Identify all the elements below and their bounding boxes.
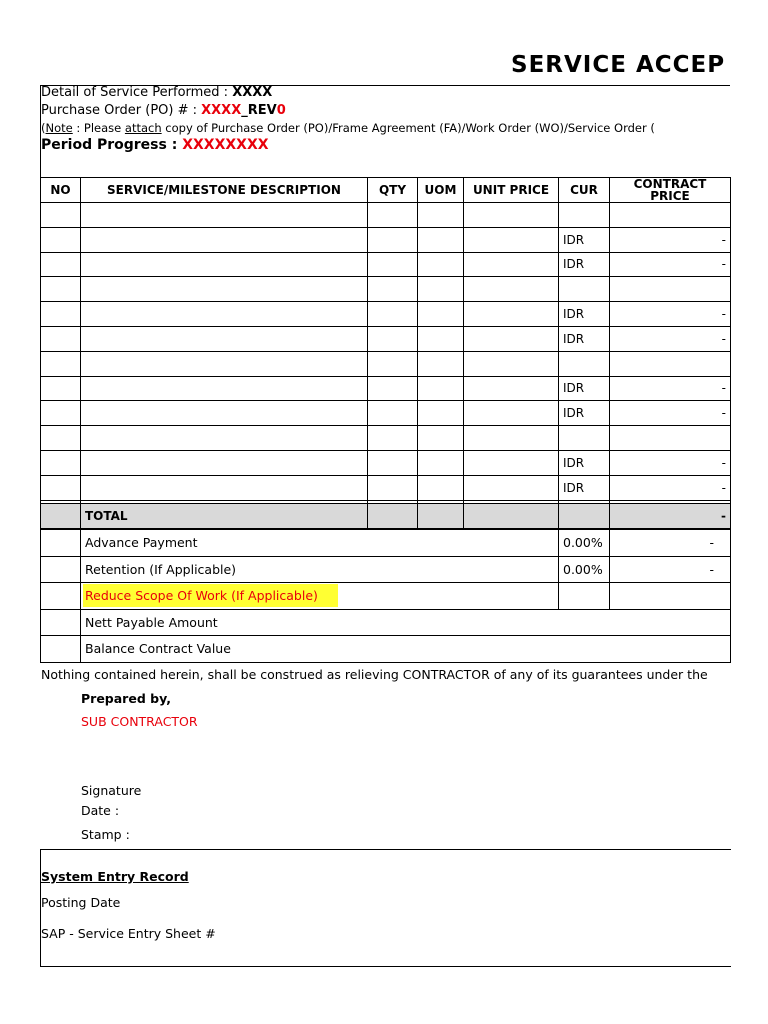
row-cell <box>418 401 464 426</box>
posting-date-label: Posting Date <box>41 895 121 910</box>
table-row <box>41 376 731 401</box>
row-contract-price: - <box>610 326 731 351</box>
row-cell <box>41 475 81 500</box>
table-row <box>41 426 731 451</box>
table-row <box>41 401 731 426</box>
row-cur: IDR <box>559 376 610 401</box>
row-cell <box>41 426 81 451</box>
note-mid: : Please <box>72 121 125 135</box>
row-cell <box>464 302 559 327</box>
row-cell <box>41 351 81 376</box>
row-cell <box>81 376 368 401</box>
period-label: Period Progress : <box>41 137 183 153</box>
row-cur: IDR <box>559 475 610 500</box>
row-cell <box>368 351 418 376</box>
row-cell <box>368 203 418 228</box>
reduce-scope-label: Reduce Scope Of Work (If Applicable) <box>83 584 338 607</box>
row-cell <box>418 227 464 252</box>
retention-pct: 0.00% <box>559 556 610 583</box>
disclaimer-text: Nothing contained herein, shall be construed as relieving CONTRACTOR of any of its guarantees under the <box>41 667 708 682</box>
col-description: SERVICE/MILESTONE DESCRIPTION <box>81 178 368 203</box>
prepared-party: SUB CONTRACTOR <box>81 714 198 729</box>
row-cell <box>464 401 559 426</box>
row-cur: IDR <box>559 252 610 277</box>
row-cell <box>464 227 559 252</box>
row-cell <box>81 203 368 228</box>
summary-row-retention <box>41 556 731 583</box>
row-cell <box>368 302 418 327</box>
row-cell <box>418 475 464 500</box>
summary-row-advance <box>41 530 731 557</box>
row-contract-price: - <box>610 376 731 401</box>
row-cell <box>464 326 559 351</box>
retention-label: Retention (If Applicable) <box>81 556 559 583</box>
col-cur: CUR <box>559 178 610 203</box>
row-contract-price: - <box>610 227 731 252</box>
nett-label: Nett Payable Amount <box>81 609 731 636</box>
row-cell <box>464 351 559 376</box>
row-cur: IDR <box>559 401 610 426</box>
note-open: ( <box>41 121 46 135</box>
row-cur: IDR <box>559 326 610 351</box>
col-no: NO <box>41 178 81 203</box>
note-attach: attach <box>124 121 162 135</box>
detail-line <box>41 85 272 100</box>
row-cell <box>418 277 464 302</box>
system-entry-title: System Entry Record <box>41 869 189 884</box>
row-cell <box>81 450 368 475</box>
po-value-prefix: XXXX <box>201 103 242 118</box>
reduce-cell <box>81 583 559 610</box>
system-entry-box <box>40 849 731 967</box>
row-cell <box>41 277 81 302</box>
row-cell <box>368 227 418 252</box>
row-cell <box>81 401 368 426</box>
row-cell <box>81 302 368 327</box>
retention-value: - <box>610 556 731 583</box>
advance-label: Advance Payment <box>81 530 559 557</box>
table-row <box>41 326 731 351</box>
summary-blank <box>41 583 81 610</box>
advance-pct: 0.00% <box>559 530 610 557</box>
table-row <box>41 450 731 475</box>
row-cell <box>418 376 464 401</box>
row-cell <box>368 376 418 401</box>
table-row <box>41 351 731 376</box>
table-row <box>41 252 731 277</box>
summary-row-nett <box>41 609 731 636</box>
total-label: TOTAL <box>81 503 368 528</box>
row-cell <box>368 401 418 426</box>
row-cell <box>464 203 559 228</box>
table-header-row <box>41 178 731 203</box>
document-title: SERVICE ACCEP <box>511 52 726 78</box>
row-cell <box>81 326 368 351</box>
col-qty: QTY <box>368 178 418 203</box>
row-cell <box>368 326 418 351</box>
row-cell <box>418 203 464 228</box>
date-label: Date : <box>81 803 120 818</box>
summary-row-balance <box>41 636 731 663</box>
sap-sheet-label: SAP - Service Entry Sheet # <box>41 926 216 941</box>
row-cur: IDR <box>559 302 610 327</box>
row-cell <box>41 401 81 426</box>
row-cell <box>418 326 464 351</box>
row-cell <box>464 475 559 500</box>
note-word: Note <box>45 121 73 135</box>
row-cell <box>81 426 368 451</box>
row-cur <box>559 277 610 302</box>
col-contract-price: CONTRACT PRICE <box>610 178 731 203</box>
row-contract-price: - <box>610 450 731 475</box>
balance-label: Balance Contract Value <box>81 636 731 663</box>
row-cell <box>368 475 418 500</box>
row-cell <box>368 426 418 451</box>
summary-blank <box>41 556 81 583</box>
po-label: Purchase Order (PO) # : <box>41 103 202 118</box>
row-contract-price <box>610 351 731 376</box>
total-cell <box>368 503 418 528</box>
total-cell <box>559 503 610 528</box>
row-cur: IDR <box>559 227 610 252</box>
po-value-rev: _REV <box>241 103 277 118</box>
table-row <box>41 302 731 327</box>
row-cell <box>81 351 368 376</box>
row-cell <box>418 252 464 277</box>
table-row <box>41 203 731 228</box>
row-cell <box>418 351 464 376</box>
row-cell <box>368 450 418 475</box>
row-cell <box>418 450 464 475</box>
prepared-by-label: Prepared by, <box>81 691 172 706</box>
summary-row-reduce-scope <box>41 583 731 610</box>
row-contract-price: - <box>610 252 731 277</box>
service-table <box>40 177 731 529</box>
row-cell <box>41 326 81 351</box>
row-cell <box>81 277 368 302</box>
summary-blank <box>559 583 610 610</box>
row-cell <box>81 227 368 252</box>
detail-label: Detail of Service Performed : <box>41 85 233 100</box>
row-cur <box>559 351 610 376</box>
period-line <box>41 137 269 153</box>
col-unit-price: UNIT PRICE <box>464 178 559 203</box>
po-value-number: 0 <box>276 103 286 118</box>
row-cell <box>464 376 559 401</box>
row-cell <box>41 203 81 228</box>
row-cell <box>81 252 368 277</box>
table-row <box>41 227 731 252</box>
signature-label: Signature <box>81 783 142 798</box>
table-row <box>41 475 731 500</box>
stamp-label: Stamp : <box>81 827 130 842</box>
row-cur <box>559 203 610 228</box>
row-cell <box>464 252 559 277</box>
row-cell <box>81 475 368 500</box>
row-cell <box>41 376 81 401</box>
summary-blank <box>610 583 731 610</box>
summary-table <box>40 529 731 663</box>
row-contract-price <box>610 426 731 451</box>
summary-blank <box>41 530 81 557</box>
row-contract-price <box>610 277 731 302</box>
total-value: - <box>610 503 731 528</box>
row-cell <box>418 302 464 327</box>
row-cell <box>368 252 418 277</box>
row-cell <box>418 426 464 451</box>
summary-blank <box>41 609 81 636</box>
row-cell <box>41 227 81 252</box>
row-cur: IDR <box>559 450 610 475</box>
row-contract-price: - <box>610 302 731 327</box>
row-contract-price: - <box>610 401 731 426</box>
table-row <box>41 277 731 302</box>
row-cell <box>464 426 559 451</box>
row-cell <box>368 277 418 302</box>
total-cell <box>41 503 81 528</box>
table-total-row <box>41 503 731 528</box>
row-cell <box>464 277 559 302</box>
row-cell <box>464 450 559 475</box>
summary-blank <box>41 636 81 663</box>
row-contract-price <box>610 203 731 228</box>
row-cell <box>41 302 81 327</box>
detail-value: XXXX <box>232 85 273 100</box>
po-line <box>41 103 286 118</box>
row-cell <box>41 252 81 277</box>
total-cell <box>464 503 559 528</box>
period-value: XXXXXXXX <box>182 137 269 153</box>
note-rest: copy of Purchase Order (PO)/Frame Agreement (FA)/Work Order (WO)/Service Order ( <box>161 121 655 135</box>
total-cell <box>418 503 464 528</box>
advance-value: - <box>610 530 731 557</box>
row-cur <box>559 426 610 451</box>
row-cell <box>41 450 81 475</box>
col-uom: UOM <box>418 178 464 203</box>
note-line <box>41 121 655 135</box>
row-contract-price: - <box>610 475 731 500</box>
